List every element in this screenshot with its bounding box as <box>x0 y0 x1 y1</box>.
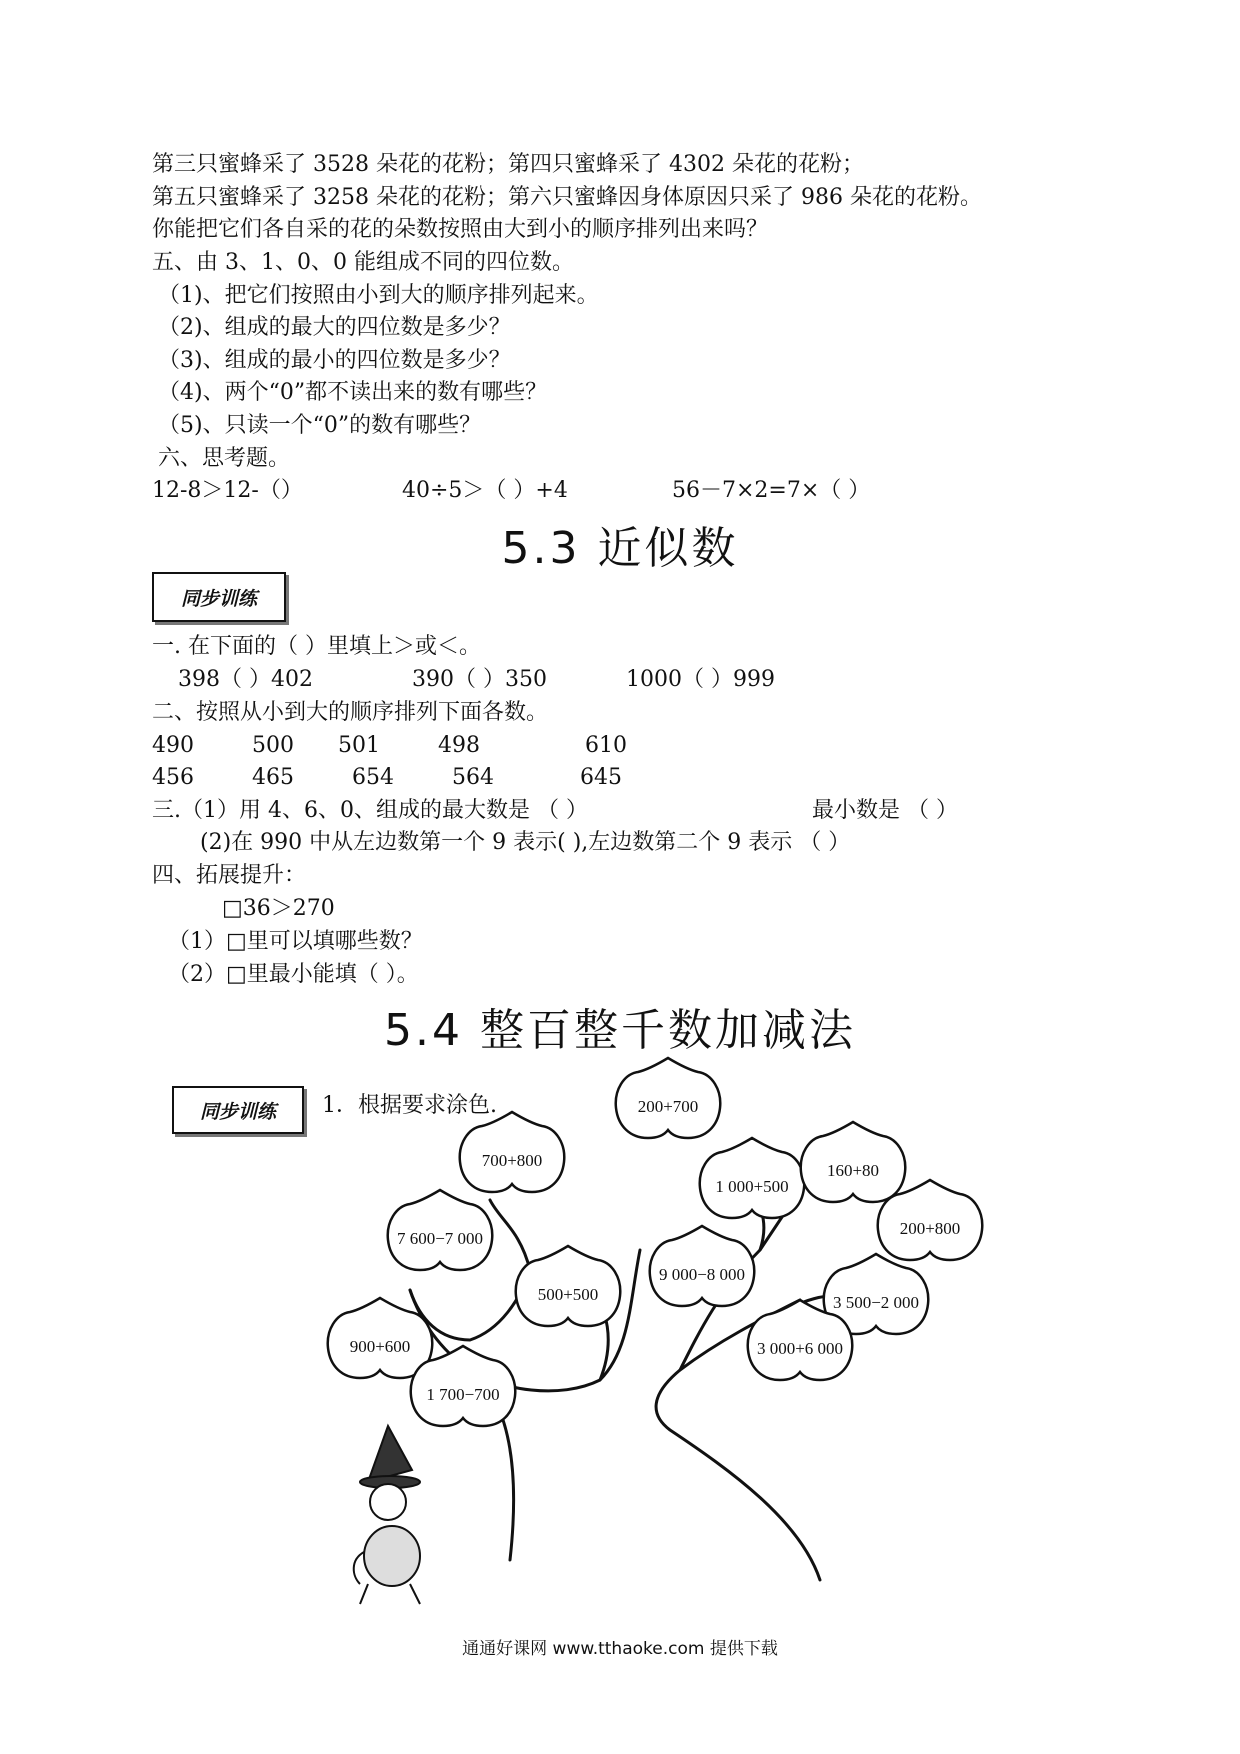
question-5-1: （1)、把它们按照由小到大的顺序排列起来。 <box>158 283 599 308</box>
text-line: 你能把它们各自采的花的朵数按照由大到小的顺序排列出来吗？ <box>152 217 769 242</box>
number: 498 <box>438 733 480 758</box>
question-4-1: （1）□里可以填哪些数？ <box>168 929 423 954</box>
peach-label: 200+800 <box>899 1219 961 1238</box>
number: 501 <box>338 733 380 758</box>
peach-label: 1 000+500 <box>715 1177 789 1196</box>
text-line: 第五只蜜蜂采了 3258 朵花的花粉；第六只蜜蜂因身体原因只采了 986 朵花的花粉。 <box>152 185 982 210</box>
question-6-c: 56－7×2=7×（ ） <box>672 478 871 503</box>
compare-b: 390（ ）350 <box>412 667 547 692</box>
compare-a: 398（ ）402 <box>178 667 313 692</box>
number: 490 <box>152 733 194 758</box>
question-4-2: （2）□里最小能填（ ）。 <box>168 962 419 987</box>
coloring-instruction: 1．根据要求涂色. <box>322 1093 497 1118</box>
number: 564 <box>452 765 494 790</box>
question-5-3: （3)、组成的最小的四位数是多少？ <box>158 348 511 373</box>
question-6-b: 40÷5＞（ ）+4 <box>402 478 568 503</box>
peach-label: 700+800 <box>481 1151 543 1170</box>
number: 456 <box>152 765 194 790</box>
text-line: 第三只蜜蜂采了 3528 朵花的花粉；第四只蜜蜂采了 4302 朵花的花粉； <box>152 152 864 177</box>
question-5-2: （2)、组成的最大的四位数是多少？ <box>158 315 511 340</box>
question-5-4: （4)、两个“0”都不读出来的数有哪些？ <box>158 380 548 405</box>
peach-label: 1 700−700 <box>426 1385 500 1404</box>
number: 500 <box>252 733 294 758</box>
question-6-title: 六、思考题。 <box>158 446 291 471</box>
number: 654 <box>352 765 394 790</box>
compare-c: 1000（ ）999 <box>626 667 775 692</box>
peach-label: 160+80 <box>826 1161 880 1180</box>
question-6-a: 12-8＞12-（） <box>152 478 303 503</box>
peach-label: 900+600 <box>349 1337 411 1356</box>
question-4-title: 四、拓展提升： <box>152 863 307 888</box>
sync-training-badge: 同步训练 <box>172 1086 304 1134</box>
section-title-5-3: 5.3 近似数 <box>501 523 739 574</box>
number: 610 <box>585 733 627 758</box>
question-3-2: (2)在 990 中从左边数第一个 9 表示( ),左边数第二个 9 表示 （ ） <box>200 830 851 855</box>
question-1-title: 一. 在下面的（ ）里填上＞或＜。 <box>152 634 481 659</box>
question-3-1-min: 最小数是 （ ） <box>812 798 958 823</box>
peach-label: 3 500−2 000 <box>832 1293 920 1312</box>
question-5-5: （5)、只读一个“0”的数有哪些？ <box>158 413 482 438</box>
peach-label: 9 000−8 000 <box>658 1265 746 1284</box>
question-5-title: 五、由 3、1、0、0 能组成不同的四位数。 <box>152 250 574 275</box>
peach-label: 7 600−7 000 <box>396 1229 484 1248</box>
question-2-title: 二、按照从小到大的顺序排列下面各数。 <box>152 700 549 725</box>
peach-label: 500+500 <box>537 1285 599 1304</box>
number: 465 <box>252 765 294 790</box>
number: 645 <box>580 765 622 790</box>
sync-training-badge: 同步训练 <box>152 572 286 622</box>
peach-label: 3 000+6 000 <box>756 1339 844 1358</box>
footer-credit: 通通好课网 www.tthaoke.com 提供下载 <box>462 1639 778 1659</box>
question-4-expression: □36＞270 <box>222 896 335 921</box>
monkey-icon <box>354 1426 420 1604</box>
section-title-5-4: 5.4 整百整千数加减法 <box>384 1005 856 1056</box>
question-3-1: 三.（1）用 4、6、0、组成的最大数是 （ ） <box>152 798 588 823</box>
peach-label: 200+700 <box>637 1097 699 1116</box>
